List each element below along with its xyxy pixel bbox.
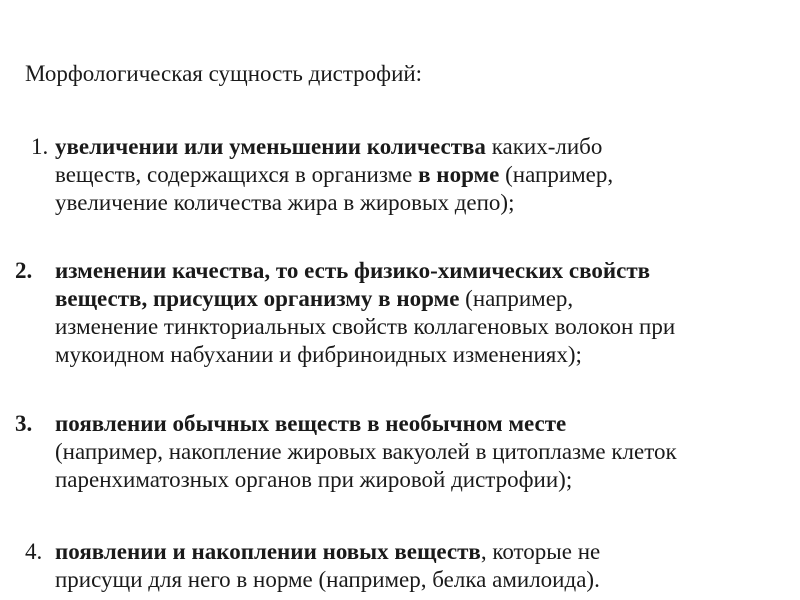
text-line	[55, 341, 785, 369]
text-run: (например,	[459, 286, 574, 311]
slide-title: Морфологическая сущность дистрофий:	[25, 61, 423, 86]
bold-text-run: появлении и накоплении новых веществ	[55, 539, 481, 564]
text-run: мукоидном набухании и фибриноидных изменениях);	[55, 342, 582, 367]
list-item-text	[55, 410, 785, 494]
text-run: присущи для него в норме (например, белка амилоида).	[55, 567, 600, 592]
text-line	[55, 566, 775, 594]
list-item-number: 4.	[25, 539, 43, 564]
text-line	[55, 257, 785, 285]
text-run: (например,	[499, 162, 614, 187]
text-run: увеличение количества жира в жировых депо);	[55, 190, 515, 215]
text-line	[55, 133, 775, 161]
text-line	[55, 285, 785, 313]
text-line	[55, 313, 785, 341]
list-item-number: 2.	[15, 258, 33, 283]
bold-text-run: увеличении или уменьшении количества	[55, 134, 486, 159]
list-item-number: 3.	[15, 411, 33, 436]
text-run: каких-либо	[485, 134, 603, 159]
text-run: изменение тинкториальных свойств коллагеновых волокон при	[55, 314, 676, 339]
bold-text-run: веществ, присущих организму в норме	[55, 286, 460, 311]
text-run: веществ, содержащихся в организме	[55, 162, 419, 187]
text-line	[55, 189, 775, 217]
text-line	[55, 161, 775, 189]
bold-text-run: в норме	[418, 162, 500, 187]
bold-text-run: изменении качества, то есть физико-химических свойств	[55, 258, 651, 283]
list-item-text	[55, 257, 785, 369]
text-run: паренхиматозных органов при жировой дистрофии);	[55, 467, 573, 492]
text-line	[55, 466, 785, 494]
text-run: (например, накопление жировых вакуолей в цитоплазме клеток	[55, 439, 677, 464]
text-line	[55, 438, 785, 466]
list-item-number: 1.	[31, 134, 49, 159]
text-line	[55, 410, 785, 438]
bold-text-run: появлении обычных веществ в необычном месте	[55, 411, 567, 436]
text-run: , которые не	[480, 539, 601, 564]
text-line	[55, 538, 775, 566]
list-item-text	[55, 133, 775, 217]
list-item-text	[55, 538, 775, 594]
